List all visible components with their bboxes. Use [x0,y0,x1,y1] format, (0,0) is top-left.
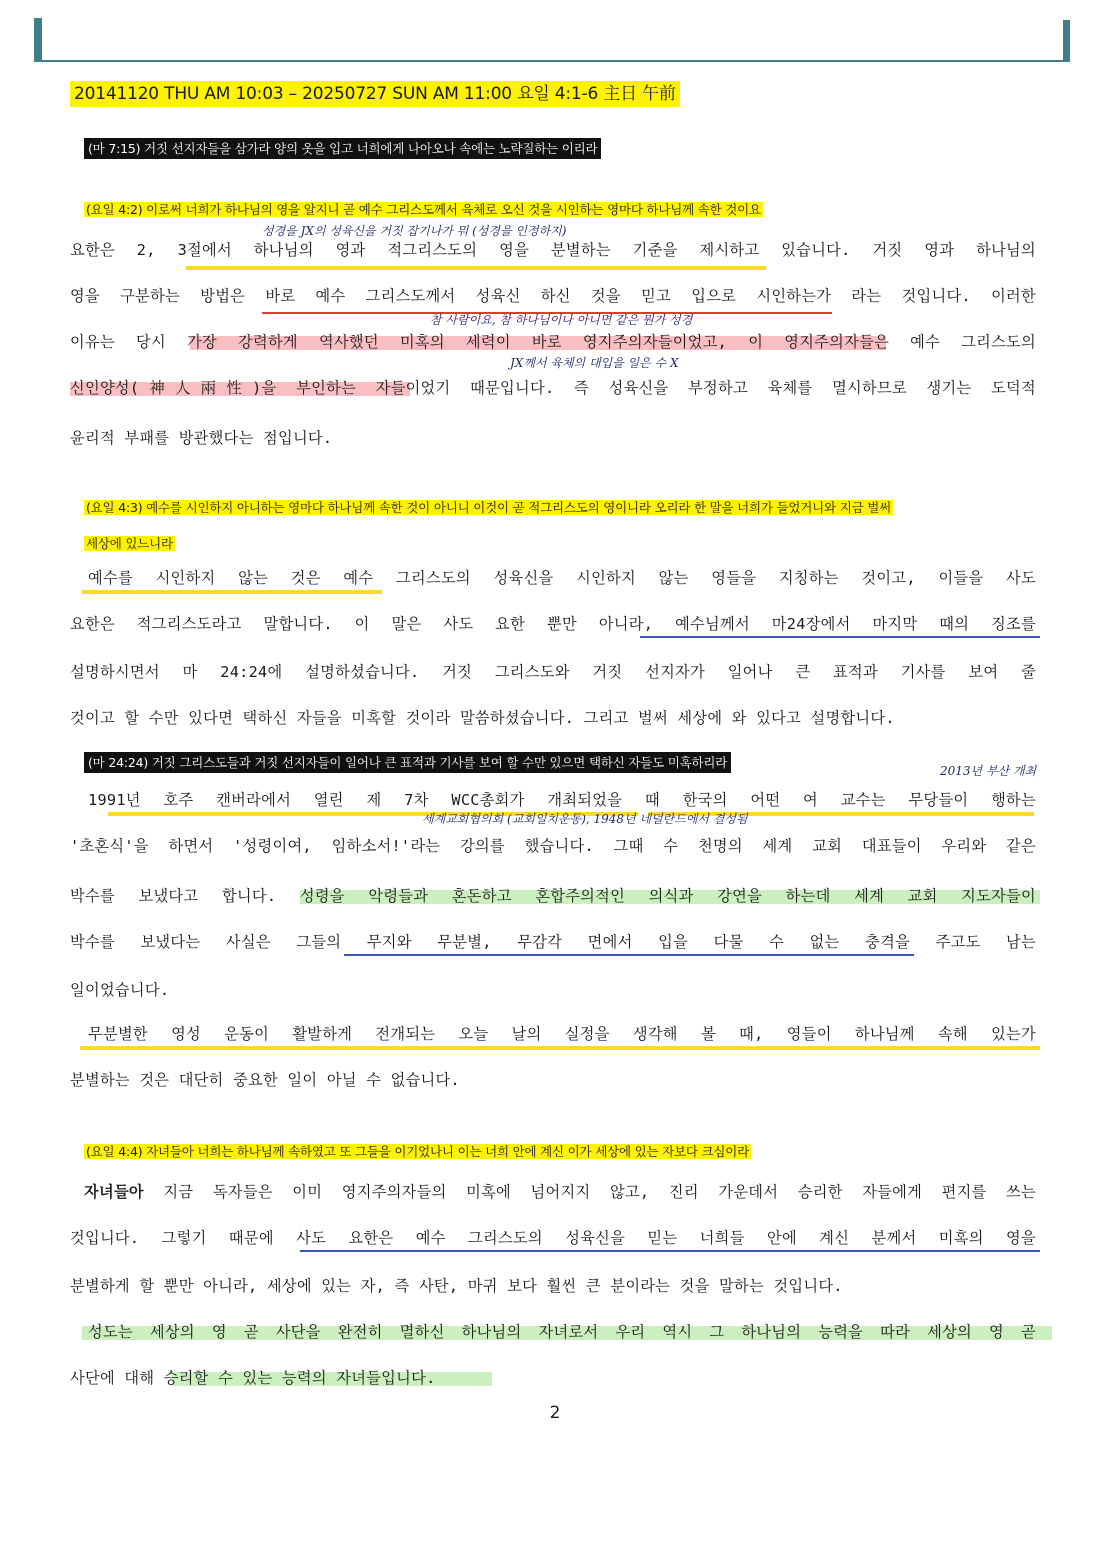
underline-mark [344,954,914,956]
paragraph-line: 요한은 2, 3절에서 하나님의 영과 적그리스도의 영을 분별하는 기준을 제시하고 있습니다. 거짓 영과 하나님의 [70,241,1036,259]
paragraph-line [84,1180,1036,1204]
paragraph-lead-word: 자녀들아 [84,1183,144,1201]
paragraph-line: 요한은 적그리스도라고 말합니다. 이 말은 사도 요한 뿐만 아니라, 예수님께서 마24장에서 마지막 때의 징조를 [70,615,1036,633]
header-rule [36,60,1070,62]
header-bar-left [34,18,42,62]
paragraph-line: 사단에 대해 승리할 수 있는 능력의 자녀들입니다. [70,1369,436,1387]
verse-text: 세상에 있느니라 [86,536,173,551]
underline-mark [80,1046,1040,1050]
paragraph-line: 윤리적 부패를 방관했다는 점입니다. [70,429,333,447]
paragraph-line: 것입니다. 그렇기 때문에 사도 요한은 예수 그리스도의 성육신을 믿는 너희들 안에 계신 분께서 미혹의 영을 [70,1229,1036,1247]
paragraph-line: 신인양성(神人兩性)을 부인하는 자들이었기 때문입니다. 즉 성육신을 부정하고 육체를 멸시하므로 생기는 도덕적 [70,379,1036,397]
paragraph-line: 것이고 할 수만 있다면 택하신 자들을 미혹할 것이라 말씀하셨습니다. 그리고 벌써 세상에 와 있다고 설명합니다. [70,709,895,727]
paragraph-text: 지금 독자들은 이미 영지주의자들의 미혹에 넘어지지 않고, 진리 가운데서 승리한 자들에게 편지를 쓰는 [143,1183,1036,1201]
paragraph-line: 박수를 보냈다는 사실은 그들의 무지와 무분별, 무감각 면에서 입을 다물 수 없는 충격을 주고도 남는 [70,933,1036,951]
handwritten-note-2: 참 사람이요, 참 하나님이나 아니면 같은 뭔가 성경 [430,313,693,327]
paragraph-line: 이유는 당시 가장 강력하게 역사했던 미혹의 세력이 바로 영지주의자들이었고, 이 영지주의자들은 예수 그리스도의 [70,333,1036,351]
paragraph-line: '초혼식'을 하면서 '성령이여, 임하소서!'라는 강의를 했습니다. 그때 수 천명의 세계 교회 대표들이 우리와 같은 [70,837,1036,855]
handwritten-note-4: 2013년 부산 개최 [940,764,1037,778]
verse-1jn-4-2 [84,200,763,220]
paragraph-line: 분별하게 할 뿐만 아니라, 세상에 있는 자, 즉 사탄, 마귀 보다 훨씬 큰 분이라는 것을 말하는 것입니다. [70,1277,843,1295]
paragraph-line: 영을 구분하는 방법은 바로 예수 그리스도께서 성육신 하신 것을 믿고 입으로 시인하는가 라는 것입니다. 이러한 [70,287,1036,305]
paragraph-line: 설명하시면서 마 24:24에 설명하셨습니다. 거짓 그리스도와 거짓 선지자가 일어나 큰 표적과 기사를 보여 줄 [70,663,1036,681]
paragraph-line: 무분별한 영성 운동이 활발하게 전개되는 오늘 날의 실정을 생각해 볼 때, 영들이 하나님께 속해 있는가 [88,1025,1036,1043]
verse-text: (요일 4:3) 예수를 시인하지 아니하는 영마다 하나님께 속한 것이 아니니 이것이 곧 적그리스도의 영이니라 오리라 한 말을 너희가 들었거니와 지금 벌써 [86,500,891,515]
verse-text: (요일 4:2) 이로써 너희가 하나님의 영을 알지니 곧 예수 그리스도께서 육체로 오신 것을 시인하는 영마다 하나님께 속한 것이요 [86,202,761,217]
underline-mark [640,636,1040,638]
handwritten-note-3: JX께서 육체의 대입을 일은 수 X [510,356,679,370]
underline-mark [82,590,382,594]
header-bar-right [1063,20,1070,62]
page-number: 2 [549,1403,561,1423]
paragraph-line: 1991년 호주 캔버라에서 열린 제 7차 WCC총회가 개최되었을 때 한국의 어떤 여 교수는 무당들이 행하는 [88,791,1036,809]
paragraph-line: 성도는 세상의 영 곧 사단을 완전히 멸하신 하나님의 자녀로서 우리 역시 그 하나님의 능력을 따라 세상의 영 곧 [88,1323,1036,1341]
sermon-date-header: 20141120 THU AM 10:03 – 20250727 SUN AM 11:00 요일 4:1-6 主日 午前 [70,81,680,107]
verse-1jn-4-3-cont [84,534,175,554]
paragraph-line: 박수를 보냈다고 합니다. 성령을 악령들과 혼돈하고 혼합주의적인 의식과 강연을 하는데 세계 교회 지도자들이 [70,887,1036,905]
paragraph-line: 예수를 시인하지 않는 것은 예수 그리스도의 성육신을 시인하지 않는 영들을 지칭하는 것이고, 이들을 사도 [88,569,1036,587]
verse-text: (요일 4:4) 자녀들아 너희는 하나님께 속하였고 또 그들을 이기었나니 이는 너희 안에 계신 이가 세상에 있는 자보다 크심이라 [86,1144,750,1159]
paragraph-line: 일이었습니다. [70,981,170,999]
verse-1jn-4-4 [84,1142,751,1162]
handwritten-note-5: 세계교회협의회 (교회일치운동), 1948년 네덜란드에서 결성됨 [422,812,748,826]
underline-mark [300,1250,1040,1252]
paragraph-line: 분별하는 것은 대단히 중요한 일이 아닐 수 없습니다. [70,1071,460,1089]
scripture-ref-mt-7-15: (마 7:15) 거짓 선지자들을 삼가라 양의 옷을 입고 너희에게 나아오나 속에는 노략질하는 이리라 [84,138,601,159]
underline-mark [186,266,766,270]
scripture-ref-mt-24-24: (마 24:24) 거짓 그리스도들과 거짓 선지자들이 일어나 큰 표적과 기사를 보여 할 수만 있으면 택하신 자들도 미혹하리라 [84,752,731,773]
handwritten-note-1: 성경을 JX의 성육신을 거짓 잡기나가 뭐 (성경을 인정하지) [262,224,567,238]
verse-1jn-4-3 [84,498,893,518]
